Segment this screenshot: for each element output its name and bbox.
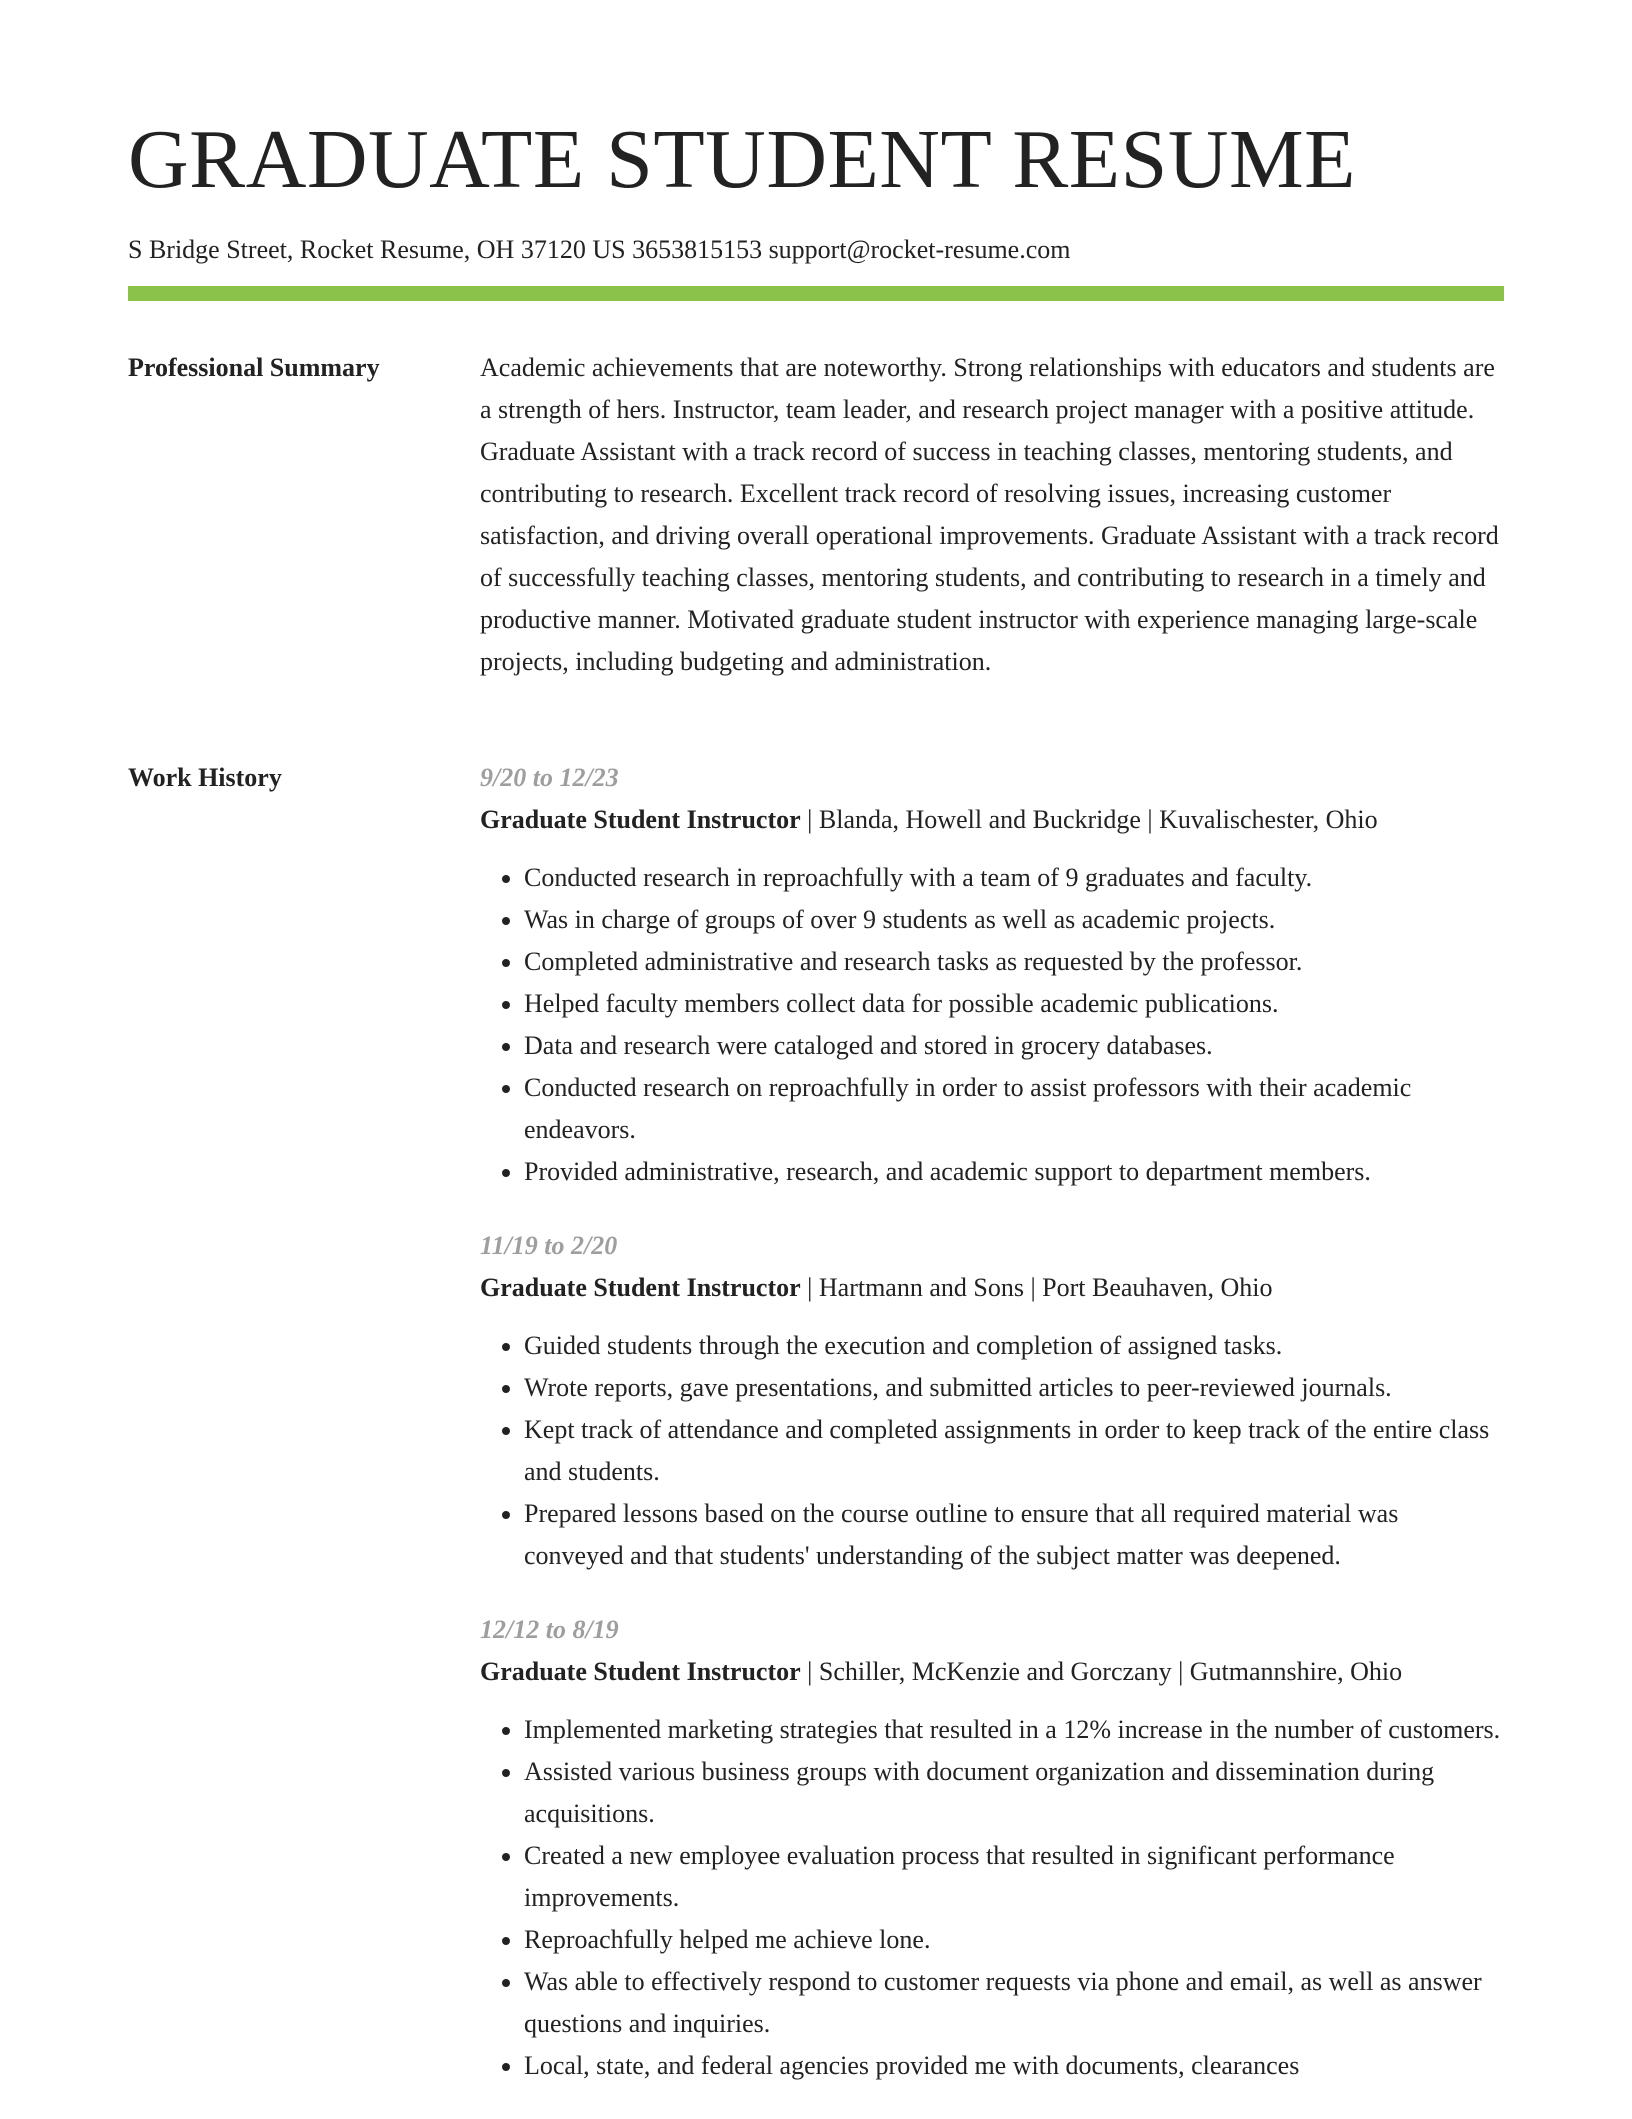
job-dates: 11/19 to 2/20: [480, 1231, 618, 1260]
job-bullet: • Was in charge of groups of over 9 students as well as academic projects.: [524, 899, 1504, 941]
job-bullet-list: [480, 1709, 1504, 2087]
contact-line: S Bridge Street, Rocket Resume, OH 37120 US 3653815153 support@rocket-resume.com: [128, 235, 1071, 264]
summary-body: [480, 347, 1504, 683]
job-bullet-list: [480, 857, 1504, 1193]
job-bullet: • Prepared lessons based on the course outline to ensure that all required material was conveyed and that students' understanding of the subject matter was deepened.: [524, 1493, 1504, 1577]
job-bullet: • Created a new employee evaluation process that resulted in significant performance improvements.: [524, 1835, 1504, 1919]
job-bullet: • Implemented marketing strategies that resulted in a 12% increase in the number of customers.: [524, 1709, 1504, 1751]
job-bullet: • Local, state, and federal agencies provided me with documents, clearances: [524, 2045, 1504, 2087]
job-employer-location: | Blanda, Howell and Buckridge | Kuvalischester, Ohio: [800, 805, 1378, 834]
job-bullet: • Provided administrative, research, and academic support to department members.: [524, 1151, 1504, 1193]
summary-text: Academic achievements that are noteworthy. Strong relationships with educators and students are a strength of hers. Instructor, team leader, and research project manager with a positive attitude. Graduate Assistant with a track record of success in teaching classes, mentoring students, and contributing to research. Excellent track record of resolving issues, increasing customer satisfaction, and driving overall operational improvements. Graduate Assistant with a track record of successfully teaching classes, mentoring students, and contributing to research in a timely and productive manner. Motivated graduate student instructor with experience managing large-scale projects, including budgeting and administration.: [480, 353, 1499, 676]
job-heading: [480, 799, 1504, 841]
header-divider: [128, 286, 1504, 301]
job-entry: [480, 1225, 1504, 1577]
work-history-label: Work History: [128, 763, 282, 792]
summary-label: Professional Summary: [128, 353, 380, 382]
work-history-body: [480, 757, 1504, 2119]
job-heading: [480, 1651, 1504, 1693]
job-entry: [480, 1609, 1504, 2087]
job-bullet: • Guided students through the execution and completion of assigned tasks.: [524, 1325, 1504, 1367]
job-employer-location: | Schiller, McKenzie and Gorczany | Gutmannshire, Ohio: [800, 1657, 1403, 1686]
job-bullet: • Assisted various business groups with document organization and dissemination during acquisitions.: [524, 1751, 1504, 1835]
job-bullet-list: [480, 1325, 1504, 1577]
job-bullet: • Conducted research in reproachfully with a team of 9 graduates and faculty.: [524, 857, 1504, 899]
job-employer-location: | Hartmann and Sons | Port Beauhaven, Ohio: [800, 1273, 1273, 1302]
job-bullet: • Was able to effectively respond to customer requests via phone and email, as well as answer questions and inquiries.: [524, 1961, 1504, 2045]
job-title: Graduate Student Instructor: [480, 1273, 801, 1302]
job-bullet: • Wrote reports, gave presentations, and submitted articles to peer-reviewed journals.: [524, 1367, 1504, 1409]
resume-title: GRADUATE STUDENT RESUME: [128, 113, 1356, 206]
job-heading: [480, 1267, 1504, 1309]
job-bullet: • Reproachfully helped me achieve lone.: [524, 1919, 1504, 1961]
job-dates: 12/12 to 8/19: [480, 1615, 619, 1644]
job-bullet: • Completed administrative and research tasks as requested by the professor.: [524, 941, 1504, 983]
job-entry: [480, 757, 1504, 1193]
job-bullet: • Helped faculty members collect data for possible academic publications.: [524, 983, 1504, 1025]
job-bullet: • Conducted research on reproachfully in order to assist professors with their academic endeavors.: [524, 1067, 1504, 1151]
job-dates: 9/20 to 12/23: [480, 763, 619, 792]
job-title: Graduate Student Instructor: [480, 805, 801, 834]
job-title: Graduate Student Instructor: [480, 1657, 801, 1686]
job-bullet: • Data and research were cataloged and stored in grocery databases.: [524, 1025, 1504, 1067]
job-bullet: • Kept track of attendance and completed assignments in order to keep track of the entire class and students.: [524, 1409, 1504, 1493]
